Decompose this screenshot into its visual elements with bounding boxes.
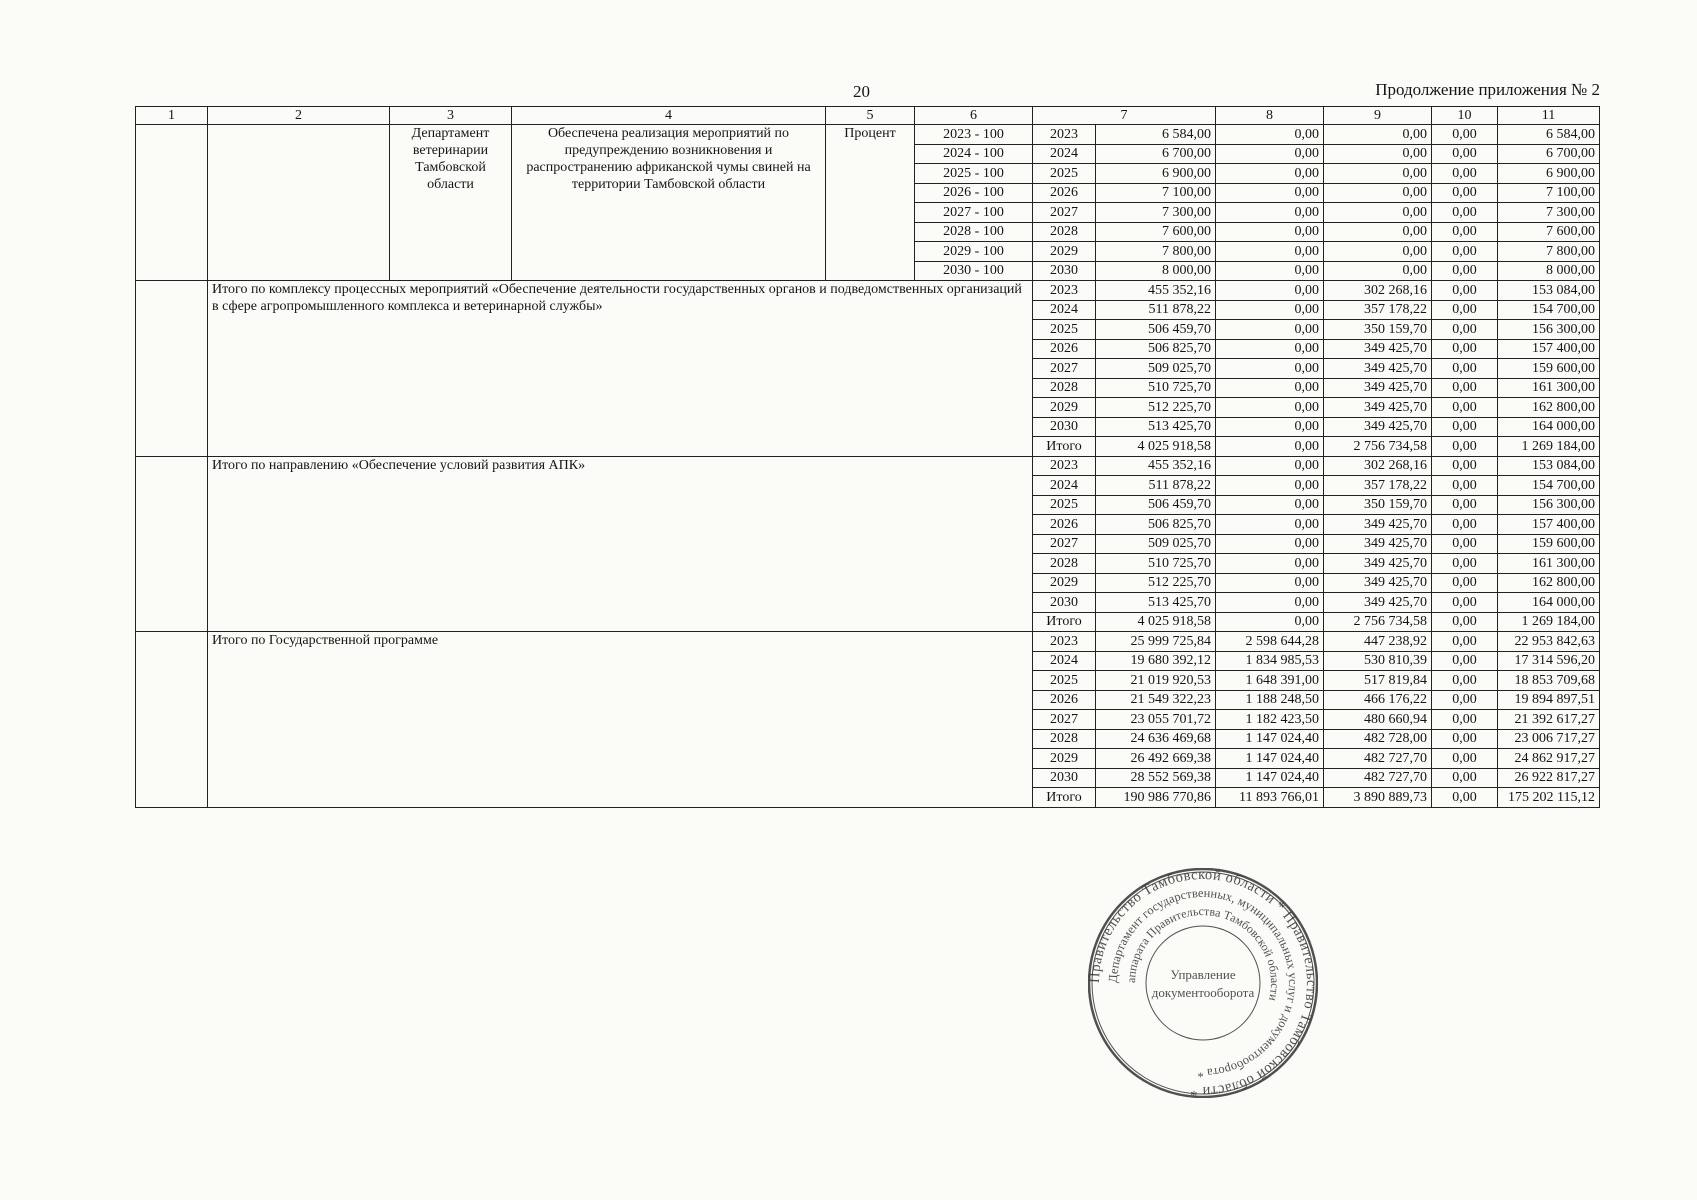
header-cell-6: 6 [915, 107, 1033, 125]
regional-cell: 0,00 [1324, 164, 1432, 184]
federal-cell: 0,00 [1216, 300, 1324, 320]
regional-cell: 482 727,70 [1324, 768, 1432, 788]
local-cell: 0,00 [1432, 378, 1498, 398]
regional-cell: 349 425,70 [1324, 378, 1432, 398]
total-cell: 8 000,00 [1096, 261, 1216, 281]
other-cell: 164 000,00 [1498, 593, 1600, 613]
total-cell: 26 492 669,38 [1096, 749, 1216, 769]
year-cell: 2027 [1033, 534, 1096, 554]
year-cell: 2029 [1033, 749, 1096, 769]
year-cell: 2025 [1033, 495, 1096, 515]
federal-cell: 1 182 423,50 [1216, 710, 1324, 730]
row-number-cell [136, 632, 208, 808]
year-cell: 2029 [1033, 573, 1096, 593]
year-cell: 2024 [1033, 144, 1096, 164]
total-cell: 21 549 322,23 [1096, 690, 1216, 710]
federal-cell: 0,00 [1216, 144, 1324, 164]
year-cell: 2026 [1033, 339, 1096, 359]
header-cell-9: 9 [1324, 107, 1432, 125]
federal-cell: 0,00 [1216, 534, 1324, 554]
other-cell: 162 800,00 [1498, 573, 1600, 593]
other-cell: 157 400,00 [1498, 339, 1600, 359]
total-label-2: Итого по направлению «Обеспечение условий развития АПК» [208, 456, 1033, 632]
other-cell: 26 922 817,27 [1498, 768, 1600, 788]
table-row [136, 125, 1600, 145]
total-cell: 506 459,70 [1096, 320, 1216, 340]
year-cell: Итого [1033, 788, 1096, 808]
regional-cell: 482 728,00 [1324, 729, 1432, 749]
appendix-note: Продолжение приложения № 2 [1375, 80, 1600, 99]
regional-cell: 349 425,70 [1324, 593, 1432, 613]
federal-cell: 0,00 [1216, 612, 1324, 632]
regional-cell: 349 425,70 [1324, 554, 1432, 574]
total-cell: 23 055 701,72 [1096, 710, 1216, 730]
federal-cell: 1 147 024,40 [1216, 749, 1324, 769]
regional-cell: 0,00 [1324, 203, 1432, 223]
header-cell-4: 4 [512, 107, 826, 125]
federal-cell: 1 147 024,40 [1216, 729, 1324, 749]
year-cell: 2028 [1033, 378, 1096, 398]
regional-cell: 349 425,70 [1324, 534, 1432, 554]
year-cell: 2027 [1033, 359, 1096, 379]
other-cell: 153 084,00 [1498, 281, 1600, 301]
regional-cell: 350 159,70 [1324, 495, 1432, 515]
year-cell: 2024 [1033, 651, 1096, 671]
other-cell: 175 202 115,12 [1498, 788, 1600, 808]
other-cell: 7 800,00 [1498, 242, 1600, 262]
federal-cell: 1 147 024,40 [1216, 768, 1324, 788]
other-cell: 162 800,00 [1498, 398, 1600, 418]
regional-cell: 357 178,22 [1324, 300, 1432, 320]
year-cell: 2030 [1033, 768, 1096, 788]
other-cell: 24 862 917,27 [1498, 749, 1600, 769]
federal-cell: 0,00 [1216, 378, 1324, 398]
svg-text:Правительство Тамбовской облас: Правительство Тамбовской области * Правительство Тамбовской области * [1088, 868, 1318, 1098]
row-number-cell [136, 125, 208, 281]
other-cell: 7 300,00 [1498, 203, 1600, 223]
local-cell: 0,00 [1432, 788, 1498, 808]
target-cell: 2024 - 100 [915, 144, 1033, 164]
other-cell: 154 700,00 [1498, 300, 1600, 320]
target-cell: 2026 - 100 [915, 183, 1033, 203]
total-cell: 510 725,70 [1096, 554, 1216, 574]
federal-cell: 0,00 [1216, 476, 1324, 496]
year-cell: 2025 [1033, 671, 1096, 691]
total-cell: 506 825,70 [1096, 339, 1216, 359]
regional-cell: 480 660,94 [1324, 710, 1432, 730]
table-row [136, 281, 1600, 301]
federal-cell: 0,00 [1216, 359, 1324, 379]
year-cell: 2029 [1033, 398, 1096, 418]
year-cell: 2025 [1033, 164, 1096, 184]
other-cell: 156 300,00 [1498, 320, 1600, 340]
local-cell: 0,00 [1432, 651, 1498, 671]
federal-cell: 0,00 [1216, 125, 1324, 145]
regional-cell: 2 756 734,58 [1324, 612, 1432, 632]
total-cell: 7 100,00 [1096, 183, 1216, 203]
local-cell: 0,00 [1432, 164, 1498, 184]
total-cell: 513 425,70 [1096, 417, 1216, 437]
year-cell: 2025 [1033, 320, 1096, 340]
total-label-1: Итого по комплексу процессных мероприятий «Обеспечение деятельности государственных органов и подведомственных организаций в сфере агропромышленного комплекса и ветеринарной службы» [208, 281, 1033, 457]
federal-cell: 0,00 [1216, 222, 1324, 242]
regional-cell: 349 425,70 [1324, 359, 1432, 379]
total-cell: 28 552 569,38 [1096, 768, 1216, 788]
target-cell: 2027 - 100 [915, 203, 1033, 223]
other-cell: 21 392 617,27 [1498, 710, 1600, 730]
local-cell: 0,00 [1432, 125, 1498, 145]
total-cell: 506 825,70 [1096, 515, 1216, 535]
regional-cell: 349 425,70 [1324, 398, 1432, 418]
local-cell: 0,00 [1432, 534, 1498, 554]
federal-cell: 0,00 [1216, 417, 1324, 437]
regional-cell: 349 425,70 [1324, 515, 1432, 535]
svg-text:аппарата Правительства Тамбовс: аппарата Правительства Тамбовской области [1123, 903, 1283, 1003]
local-cell: 0,00 [1432, 593, 1498, 613]
federal-cell: 0,00 [1216, 164, 1324, 184]
local-cell: 0,00 [1432, 632, 1498, 652]
total-cell: 513 425,70 [1096, 593, 1216, 613]
total-cell: 455 352,16 [1096, 456, 1216, 476]
year-cell: 2023 [1033, 456, 1096, 476]
year-cell: Итого [1033, 437, 1096, 457]
unit-cell: Процент [826, 125, 915, 281]
other-cell: 159 600,00 [1498, 534, 1600, 554]
total-cell: 7 800,00 [1096, 242, 1216, 262]
local-cell: 0,00 [1432, 242, 1498, 262]
other-cell: 7 600,00 [1498, 222, 1600, 242]
year-cell: 2024 [1033, 300, 1096, 320]
header-cell-5: 5 [826, 107, 915, 125]
total-cell: 509 025,70 [1096, 359, 1216, 379]
federal-cell: 1 648 391,00 [1216, 671, 1324, 691]
target-cell: 2028 - 100 [915, 222, 1033, 242]
total-cell: 7 600,00 [1096, 222, 1216, 242]
other-cell: 6 700,00 [1498, 144, 1600, 164]
target-cell: 2030 - 100 [915, 261, 1033, 281]
local-cell: 0,00 [1432, 339, 1498, 359]
total-cell: 190 986 770,86 [1096, 788, 1216, 808]
official-stamp [1088, 868, 1318, 1098]
local-cell: 0,00 [1432, 768, 1498, 788]
regional-cell: 0,00 [1324, 125, 1432, 145]
year-cell: Итого [1033, 612, 1096, 632]
year-cell: 2023 [1033, 281, 1096, 301]
total-cell: 7 300,00 [1096, 203, 1216, 223]
table-row [136, 632, 1600, 652]
other-cell: 1 269 184,00 [1498, 612, 1600, 632]
year-cell: 2028 [1033, 554, 1096, 574]
year-cell: 2030 [1033, 593, 1096, 613]
other-cell: 19 894 897,51 [1498, 690, 1600, 710]
federal-cell: 0,00 [1216, 281, 1324, 301]
local-cell: 0,00 [1432, 437, 1498, 457]
header-cell-10: 10 [1432, 107, 1498, 125]
local-cell: 0,00 [1432, 281, 1498, 301]
other-cell: 8 000,00 [1498, 261, 1600, 281]
total-cell: 24 636 469,68 [1096, 729, 1216, 749]
regional-cell: 302 268,16 [1324, 456, 1432, 476]
row-number-cell [136, 281, 208, 457]
header-cell-1: 1 [136, 107, 208, 125]
total-cell: 4 025 918,58 [1096, 437, 1216, 457]
regional-cell: 0,00 [1324, 222, 1432, 242]
local-cell: 0,00 [1432, 320, 1498, 340]
department-cell: Департамент ветеринарии Тамбовской области [390, 125, 512, 281]
year-cell: 2030 [1033, 261, 1096, 281]
other-cell: 154 700,00 [1498, 476, 1600, 496]
regional-cell: 349 425,70 [1324, 573, 1432, 593]
other-cell: 156 300,00 [1498, 495, 1600, 515]
total-cell: 6 900,00 [1096, 164, 1216, 184]
table-row [136, 456, 1600, 476]
stamp-center-line2: документооборота [1151, 985, 1255, 1000]
local-cell: 0,00 [1432, 417, 1498, 437]
federal-cell: 0,00 [1216, 495, 1324, 515]
other-cell: 18 853 709,68 [1498, 671, 1600, 691]
local-cell: 0,00 [1432, 749, 1498, 769]
target-cell: 2025 - 100 [915, 164, 1033, 184]
other-cell: 1 269 184,00 [1498, 437, 1600, 457]
year-cell: 2026 [1033, 183, 1096, 203]
other-cell: 157 400,00 [1498, 515, 1600, 535]
total-cell: 21 019 920,53 [1096, 671, 1216, 691]
local-cell: 0,00 [1432, 456, 1498, 476]
local-cell: 0,00 [1432, 476, 1498, 496]
header-cell-2: 2 [208, 107, 390, 125]
federal-cell: 0,00 [1216, 554, 1324, 574]
local-cell: 0,00 [1432, 222, 1498, 242]
year-cell: 2024 [1033, 476, 1096, 496]
col2-cell [208, 125, 390, 281]
regional-cell: 447 238,92 [1324, 632, 1432, 652]
other-cell: 161 300,00 [1498, 378, 1600, 398]
local-cell: 0,00 [1432, 359, 1498, 379]
page-number: 20 [853, 82, 870, 101]
local-cell: 0,00 [1432, 495, 1498, 515]
header-cell-7: 7 [1033, 107, 1216, 125]
local-cell: 0,00 [1432, 398, 1498, 418]
regional-cell: 0,00 [1324, 183, 1432, 203]
year-cell: 2027 [1033, 203, 1096, 223]
regional-cell: 466 176,22 [1324, 690, 1432, 710]
local-cell: 0,00 [1432, 554, 1498, 574]
regional-cell: 302 268,16 [1324, 281, 1432, 301]
local-cell: 0,00 [1432, 729, 1498, 749]
federal-cell: 0,00 [1216, 398, 1324, 418]
other-cell: 159 600,00 [1498, 359, 1600, 379]
federal-cell: 2 598 644,28 [1216, 632, 1324, 652]
other-cell: 23 006 717,27 [1498, 729, 1600, 749]
federal-cell: 0,00 [1216, 242, 1324, 262]
total-cell: 6 584,00 [1096, 125, 1216, 145]
total-cell: 4 025 918,58 [1096, 612, 1216, 632]
total-cell: 19 680 392,12 [1096, 651, 1216, 671]
row-number-cell [136, 456, 208, 632]
year-cell: 2027 [1033, 710, 1096, 730]
other-cell: 22 953 842,63 [1498, 632, 1600, 652]
total-cell: 510 725,70 [1096, 378, 1216, 398]
year-cell: 2023 [1033, 125, 1096, 145]
total-cell: 506 459,70 [1096, 495, 1216, 515]
regional-cell: 3 890 889,73 [1324, 788, 1432, 808]
year-cell: 2028 [1033, 222, 1096, 242]
total-cell: 512 225,70 [1096, 573, 1216, 593]
federal-cell: 0,00 [1216, 515, 1324, 535]
federal-cell: 0,00 [1216, 183, 1324, 203]
local-cell: 0,00 [1432, 261, 1498, 281]
total-cell: 511 878,22 [1096, 476, 1216, 496]
other-cell: 153 084,00 [1498, 456, 1600, 476]
local-cell: 0,00 [1432, 710, 1498, 730]
total-cell: 6 700,00 [1096, 144, 1216, 164]
other-cell: 6 900,00 [1498, 164, 1600, 184]
federal-cell: 1 188 248,50 [1216, 690, 1324, 710]
regional-cell: 482 727,70 [1324, 749, 1432, 769]
other-cell: 161 300,00 [1498, 554, 1600, 574]
regional-cell: 350 159,70 [1324, 320, 1432, 340]
federal-cell: 0,00 [1216, 339, 1324, 359]
target-cell: 2023 - 100 [915, 125, 1033, 145]
local-cell: 0,00 [1432, 515, 1498, 535]
local-cell: 0,00 [1432, 573, 1498, 593]
regional-cell: 349 425,70 [1324, 339, 1432, 359]
other-cell: 7 100,00 [1498, 183, 1600, 203]
local-cell: 0,00 [1432, 183, 1498, 203]
other-cell: 17 314 596,20 [1498, 651, 1600, 671]
federal-cell: 0,00 [1216, 203, 1324, 223]
year-cell: 2030 [1033, 417, 1096, 437]
total-cell: 509 025,70 [1096, 534, 1216, 554]
header-cell-8: 8 [1216, 107, 1324, 125]
year-cell: 2028 [1033, 729, 1096, 749]
regional-cell: 357 178,22 [1324, 476, 1432, 496]
target-cell: 2029 - 100 [915, 242, 1033, 262]
total-cell: 512 225,70 [1096, 398, 1216, 418]
other-cell: 164 000,00 [1498, 417, 1600, 437]
federal-cell: 0,00 [1216, 261, 1324, 281]
regional-cell: 0,00 [1324, 242, 1432, 262]
year-cell: 2026 [1033, 690, 1096, 710]
local-cell: 0,00 [1432, 612, 1498, 632]
description-cell: Обеспечена реализация мероприятий по предупреждению возникновения и распространению африканской чумы свиней на территории Тамбовской области [512, 125, 826, 281]
federal-cell: 0,00 [1216, 573, 1324, 593]
stamp-center-line1: Управление [1170, 967, 1236, 982]
federal-cell: 0,00 [1216, 320, 1324, 340]
federal-cell: 0,00 [1216, 593, 1324, 613]
federal-cell: 0,00 [1216, 456, 1324, 476]
total-cell: 455 352,16 [1096, 281, 1216, 301]
federal-cell: 0,00 [1216, 437, 1324, 457]
year-cell: 2026 [1033, 515, 1096, 535]
total-cell: 25 999 725,84 [1096, 632, 1216, 652]
total-label-3: Итого по Государственной программе [208, 632, 1033, 808]
regional-cell: 517 819,84 [1324, 671, 1432, 691]
year-cell: 2023 [1033, 632, 1096, 652]
year-cell: 2029 [1033, 242, 1096, 262]
local-cell: 0,00 [1432, 144, 1498, 164]
budget-table [135, 106, 1600, 808]
local-cell: 0,00 [1432, 300, 1498, 320]
federal-cell: 1 834 985,53 [1216, 651, 1324, 671]
local-cell: 0,00 [1432, 203, 1498, 223]
local-cell: 0,00 [1432, 690, 1498, 710]
header-cell-3: 3 [390, 107, 512, 125]
regional-cell: 349 425,70 [1324, 417, 1432, 437]
regional-cell: 2 756 734,58 [1324, 437, 1432, 457]
federal-cell: 11 893 766,01 [1216, 788, 1324, 808]
regional-cell: 0,00 [1324, 261, 1432, 281]
regional-cell: 530 810,39 [1324, 651, 1432, 671]
local-cell: 0,00 [1432, 671, 1498, 691]
other-cell: 6 584,00 [1498, 125, 1600, 145]
header-cell-11: 11 [1498, 107, 1600, 125]
regional-cell: 0,00 [1324, 144, 1432, 164]
svg-text:Департамент государственных, м: Департамент государственных, муниципальных услуг и документооборота * [1105, 885, 1301, 1081]
total-cell: 511 878,22 [1096, 300, 1216, 320]
